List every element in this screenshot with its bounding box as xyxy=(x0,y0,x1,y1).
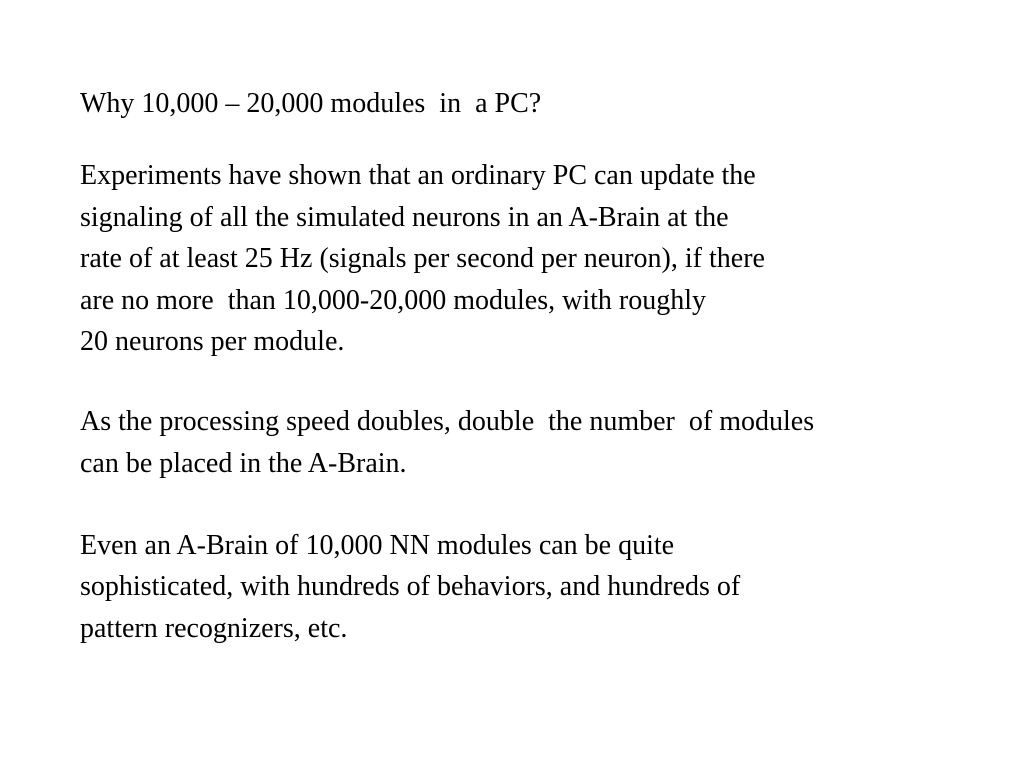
paragraph-line: 20 neurons per module. xyxy=(80,326,345,357)
paragraph-line: can be placed in the A-Brain. xyxy=(80,448,407,479)
paragraph-line: Experiments have shown that an ordinary PC can update the xyxy=(80,160,756,191)
slide-title: Why 10,000 – 20,000 modules in a PC? xyxy=(80,88,542,119)
paragraph-line: sophisticated, with hundreds of behaviors, and hundreds of xyxy=(80,571,741,602)
paragraph-line: signaling of all the simulated neurons in an A-Brain at the xyxy=(80,202,729,233)
paragraph-line: rate of at least 25 Hz (signals per second per neuron), if there xyxy=(80,243,765,274)
paragraph-line: pattern recognizers, etc. xyxy=(80,613,348,644)
paragraph-line: As the processing speed doubles, double the number of modules xyxy=(80,406,815,437)
paragraph-line: Even an A-Brain of 10,000 NN modules can be quite xyxy=(80,530,675,561)
paragraph-line: are no more than 10,000-20,000 modules, with roughly xyxy=(80,285,707,316)
